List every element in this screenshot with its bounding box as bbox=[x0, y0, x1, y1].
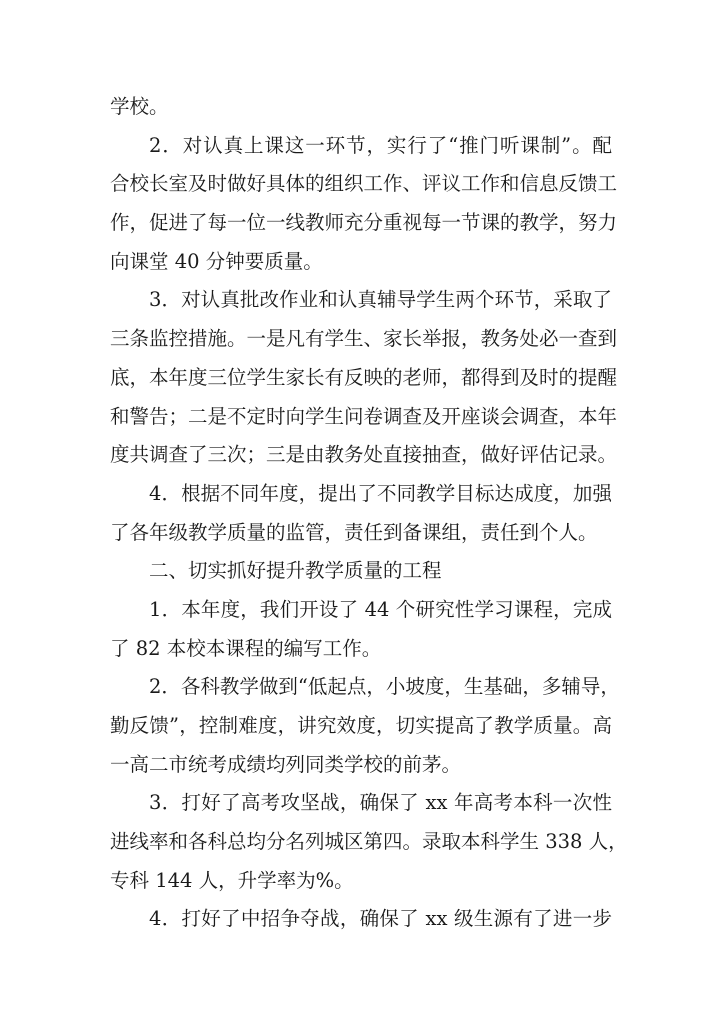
text-line: 合校长室及时做好具体的组织工作、评议工作和信息反馈工 bbox=[110, 172, 618, 196]
text-line: 和警告；二是不定时向学生问卷调查及开座谈会调查，本年 bbox=[110, 404, 618, 428]
text-line: 1．本年度，我们开设了 44 个研究性学习课程，完成 bbox=[149, 597, 612, 621]
text-line: 二、切实抓好提升教学质量的工程 bbox=[149, 559, 442, 583]
text-line: 勤反馈”，控制难度，讲究效度，切实提高了教学质量。高 bbox=[110, 714, 612, 737]
text-line: 3．对认真批改作业和认真辅导学生两个环节，采取了 bbox=[149, 288, 612, 312]
text-line: 度共调查了三次；三是由教务处直接抽查，做好评估记录。 bbox=[110, 443, 618, 467]
text-line: 2．对认真上课这一环节，实行了“推门听课制”。配 bbox=[149, 133, 612, 157]
text-line: 底，本年度三位学生家长有反映的老师，都得到及时的提醒 bbox=[110, 365, 618, 389]
body-text bbox=[110, 88, 628, 939]
text-line: 三条监控措施。一是凡有学生、家长举报，教务处必一查到 bbox=[110, 327, 618, 351]
text-line: 4．打好了中招争夺战，确保了 xx 级生源有了进一步 bbox=[149, 907, 612, 931]
text-line: 了各年级教学质量的监管，责任到备课组，责任到个人。 bbox=[110, 520, 598, 544]
text-line: 向课堂 40 分钟要质量。 bbox=[110, 249, 323, 273]
text-line: 进线率和各科总均分名列城区第四。录取本科学生 338 人， bbox=[110, 830, 628, 854]
text-line: 学校。 bbox=[110, 95, 169, 118]
text-line: 专科 144 人，升学率为%。 bbox=[110, 868, 354, 892]
text-line: 3．打好了高考攻坚战，确保了 xx 年高考本科一次性 bbox=[149, 791, 612, 815]
text-line: 作，促进了每一位一线教师充分重视每一节课的教学，努力 bbox=[110, 211, 618, 235]
text-line: 一高二市统考成绩均列同类学校的前茅。 bbox=[110, 752, 462, 776]
text-line: 4．根据不同年度，提出了不同教学目标达成度，加强 bbox=[149, 481, 612, 505]
text-line: 2．各科教学做到“低起点，小坡度，生基础，多辅导， bbox=[149, 675, 620, 699]
text-line: 了 82 本校本课程的编写工作。 bbox=[110, 636, 382, 660]
